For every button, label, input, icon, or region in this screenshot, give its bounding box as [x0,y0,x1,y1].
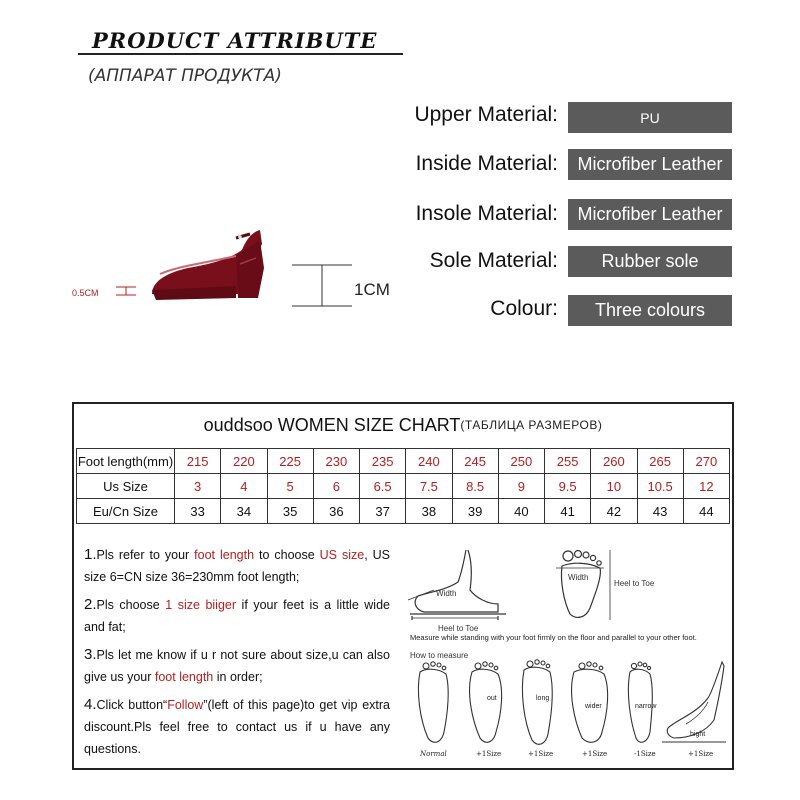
table-cell: 225 [267,449,313,474]
table-cell: 42 [591,499,637,524]
upper-material-value: PU [568,102,732,133]
table-row-header: Eu/Cn Size [77,499,175,524]
table-cell: 8.5 [452,474,498,499]
note-number: 3. [84,646,97,663]
how-to-measure-label: How to measure [410,651,469,660]
foot-tag-long: long [536,695,550,702]
sole-thickness-label: 0.5CM [72,288,99,298]
table-cell: 240 [406,449,452,474]
table-cell: 10 [591,474,637,499]
product-attribute-subtitle: (АППАРАТ ПРОДУКТА) [88,66,282,86]
inside-material-label: Inside Material: [415,152,558,175]
footprint-top-view [556,550,610,620]
note-highlight: foot length [194,548,255,562]
note-text: Pls let me know if u r not sure about size,u can also give us your [84,648,390,684]
table-cell: 6.5 [360,474,406,499]
table-cell: 245 [452,449,498,474]
foot-tag-narrow: narrow [635,703,657,710]
note-highlight: US size [319,548,365,562]
size-chart-title [74,404,732,446]
heel-to-toe-label: Heel to Toe [438,624,479,633]
note-text: Pls choose [96,598,166,612]
colour-value: Three colours [568,295,732,326]
sole-material-value: Rubber sole [568,246,732,277]
foot-tag-high: hight [690,731,706,738]
size-chart-title-sub: (ТАБЛИЦА РАЗМЕРОВ) [460,418,603,432]
table-cell: 260 [591,449,637,474]
foot-caption-normal: Normal [420,750,447,758]
note-text: ”(left of this page)to get vip extra discount.Pls feel free to contact us if u have any questions. [84,698,390,756]
table-row-header: Foot length(mm) [77,449,175,474]
table-cell: 265 [637,449,683,474]
table-cell: 250 [498,449,544,474]
note-text: to choose [254,548,320,562]
table-cell: 9.5 [545,474,591,499]
foot-caption-out: +1Size [476,750,502,758]
foot-type-normal [418,662,448,742]
note-highlight: Follow [167,698,204,712]
shoe-diagram [60,210,360,320]
foot-caption-long: +1Size [528,750,554,758]
measure-instruction: Measure while standing with your foot firmly on the floor and parallel to your other foot. [410,633,697,642]
insole-material-value: Microfiber Leather [568,199,732,230]
note-highlight: foot length [154,670,214,684]
table-cell: 44 [683,499,729,524]
foot-type-out [470,662,502,742]
note-number: 1. [84,546,97,563]
note-4 [84,694,390,760]
table-cell: 38 [406,499,452,524]
size-table [76,448,730,524]
table-cell: 270 [683,449,729,474]
shoe-image [152,230,264,300]
table-cell: 215 [175,449,221,474]
us-size-row [77,474,730,499]
table-cell: 40 [498,499,544,524]
table-cell: 6 [313,474,359,499]
note-3 [84,644,390,688]
foot-tag-out: out [487,695,497,702]
table-cell: 37 [360,499,406,524]
note-2 [84,594,390,638]
note-text: , US size 6=CN size 36=230mm foot length; [84,548,390,584]
table-cell: 235 [360,449,406,474]
table-cell: 12 [683,474,729,499]
heel-height-marker [292,265,352,306]
note-1 [84,544,390,588]
foot-caption-wider: +1Size [582,750,608,758]
table-cell: 10.5 [637,474,683,499]
table-row-header: Us Size [77,474,175,499]
sole-material-label: Sole Material: [429,249,558,272]
upper-material-label: Upper Material: [414,103,558,126]
colour-label: Colour: [490,297,558,320]
table-cell: 220 [221,449,267,474]
insole-material-label: Insole Material: [415,202,558,225]
note-number: 4. [84,696,97,713]
eu-cn-size-row [77,499,730,524]
table-cell: 4 [221,474,267,499]
table-cell: 34 [221,499,267,524]
size-notes [84,544,390,766]
note-text: in order; [213,670,263,684]
foot-type-high-arch [662,662,726,742]
table-cell: 43 [637,499,683,524]
foot-caption-high: +1Size [688,750,714,758]
foot-caption-narrow: -1Size [634,750,656,758]
note-number: 2. [84,596,97,613]
table-cell: 7.5 [406,474,452,499]
note-text: Click button“ [96,698,168,712]
table-cell: 5 [267,474,313,499]
heel-height-label: 1CM [354,280,390,299]
table-cell: 9 [498,474,544,499]
product-attribute-title: PRODUCT ATTRIBUTE [92,28,378,53]
table-cell: 35 [267,499,313,524]
width-label: Width [436,589,457,598]
table-cell: 255 [545,449,591,474]
table-cell: 36 [313,499,359,524]
title-underline [78,53,403,55]
table-cell: 33 [175,499,221,524]
table-cell: 230 [313,449,359,474]
sole-thickness-marker [116,287,136,295]
table-cell: 3 [175,474,221,499]
size-chart [72,402,734,770]
foot-measure-illustration [406,542,728,764]
note-highlight: 1 size biiger [165,598,237,612]
inside-material-value: Microfiber Leather [568,149,732,180]
size-chart-title-main: ouddsoo WOMEN SIZE CHART [203,414,461,435]
table-cell: 41 [545,499,591,524]
foot-length-row [77,449,730,474]
width-label-2: Width [568,573,589,582]
table-cell: 39 [452,499,498,524]
note-text: Pls refer to your [96,548,195,562]
foot-type-long [522,660,552,744]
heel-to-toe-label-2: Heel to Toe [614,579,655,588]
foot-tag-wider: wider [585,703,602,710]
note-text: if your feet is a little wide and fat; [84,598,390,634]
foot-side-view [408,550,506,620]
